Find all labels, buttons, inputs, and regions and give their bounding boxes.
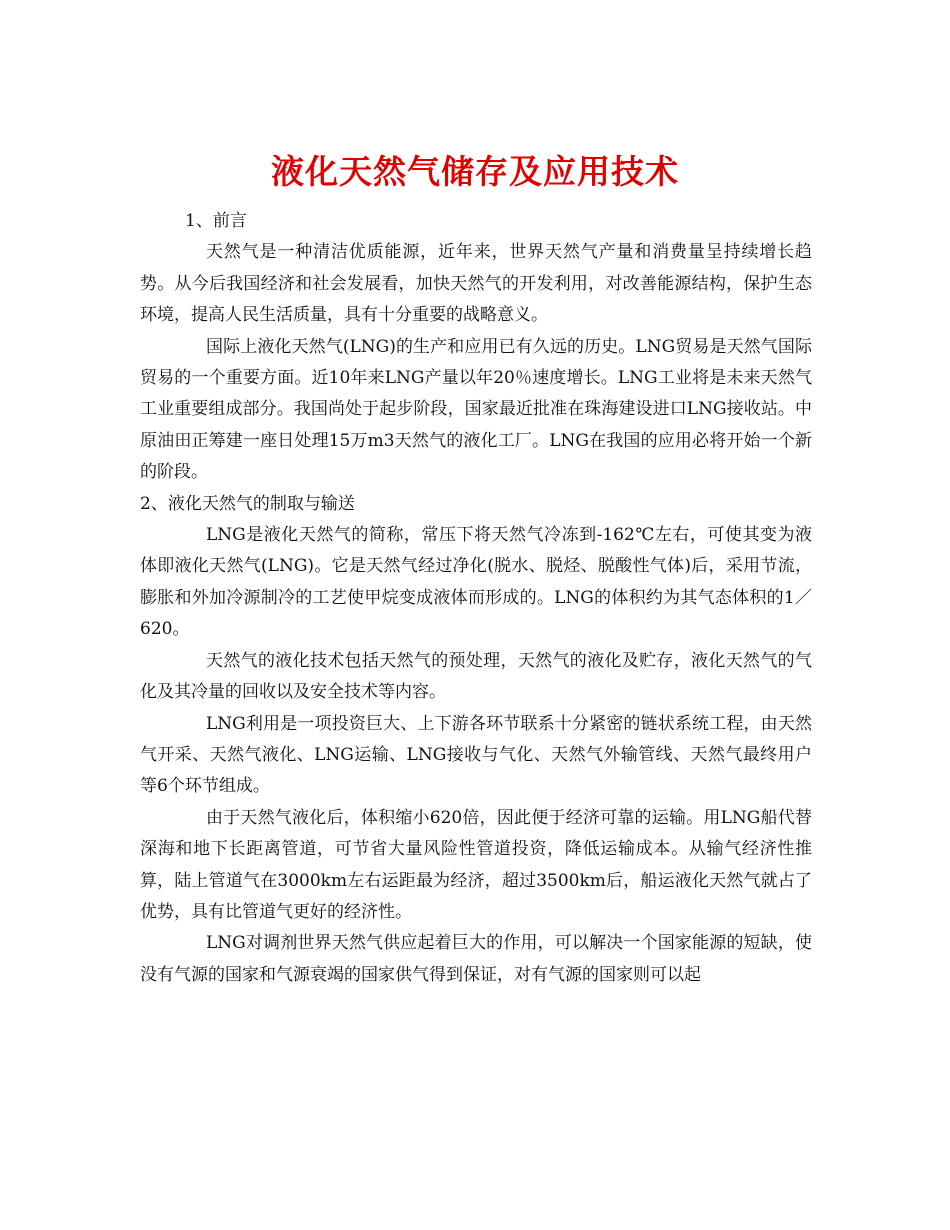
document-body [140, 206, 812, 991]
paragraph: 由于天然气液化后，体积缩小620倍，因此便于经济可靠的运输。用LNG船代替深海和地下长距离管道，可节省大量风险性管道投资，降低运输成本。从输气经济性推算，陆上管道气在3000km左右运距最为经济，超过3500km后，船运液化天然气就占了优势，具有比管道气更好的经济性。 [140, 807, 812, 922]
section-heading-production: 2、液化天然气的制取与输送 [140, 493, 355, 514]
section-heading-preface: 1、前言 [185, 211, 247, 231]
paragraph: LNG利用是一项投资巨大、上下游各环节联系十分紧密的链状系统工程，由天然气开采、天然气液化、LNG运输、LNG接收与气化、天然气外输管线、天然气最终用户等6个环节组成。 [140, 713, 812, 797]
paragraph: LNG对调剂世界天然气供应起着巨大的作用，可以解决一个国家能源的短缺，使没有气源的国家和气源衰竭的国家供气得到保证，对有气源的国家则可以起 [140, 933, 812, 985]
paragraph: 天然气是一种清洁优质能源，近年来，世界天然气产量和消费量呈持续增长趋势。从今后我国经济和社会发展看，加快天然气的开发利用，对改善能源结构，保护生态环境，提高人民生活质量，具有十分重要的战略意义。 [140, 242, 812, 326]
paragraph: LNG是液化天然气的简称，常压下将天然气冷冻到-162℃左右，可使其变为液体即液化天然气(LNG)。它是天然气经过净化(脱水、脱烃、脱酸性气体)后，采用节流，膨胀和外加冷源制冷的工艺使甲烷变成液体而形成的。LNG的体积约为其气态体积的1／620。 [140, 525, 812, 640]
paragraph: 天然气的液化技术包括天然气的预处理，天然气的液化及贮存，液化天然气的气化及其冷量的回收以及安全技术等内容。 [140, 650, 812, 703]
paragraph: 国际上液化天然气(LNG)的生产和应用已有久远的历史。LNG贸易是天然气国际贸易的一个重要方面。近10年来LNG产量以年20％速度增长。LNG工业将是未来天然气工业重要组成部分。我国尚处于起步阶段，国家最近批准在珠海建设进口LNG接收站。中原油田正筹建一座日处理15万m3天然气的液化工厂。LNG在我国的应用必将开始一个新的阶段。 [140, 336, 812, 483]
document-title: 液化天然气储存及应用技术 [271, 152, 679, 192]
